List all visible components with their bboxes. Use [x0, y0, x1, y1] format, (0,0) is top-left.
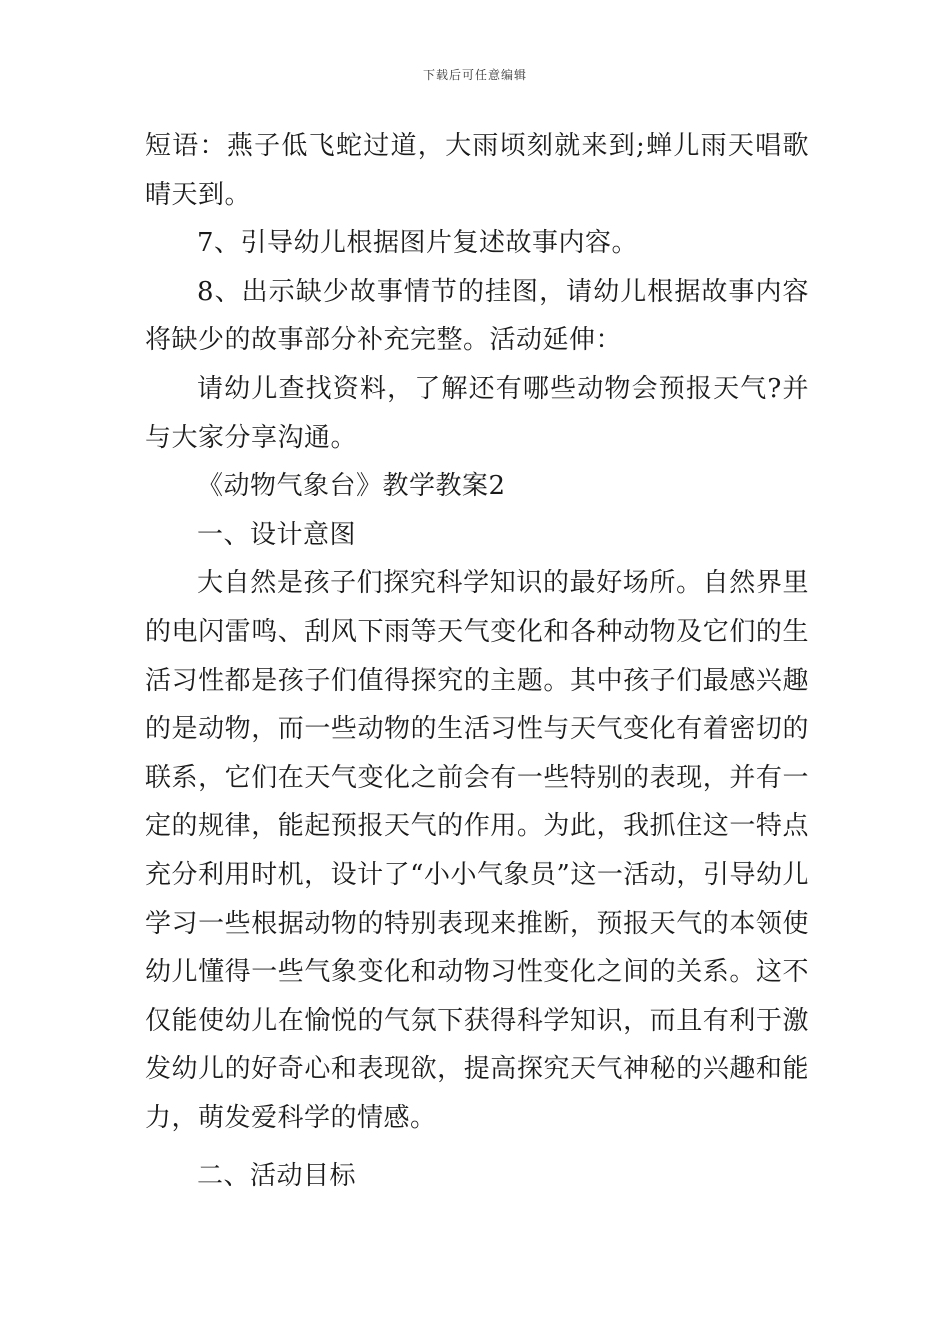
document-body	[145, 122, 809, 1201]
heading-design-intent: 一、设计意图	[197, 519, 357, 550]
page-header-note: 下载后可任意编辑	[422, 68, 527, 82]
section-title: 《动物气象台》教学教案2	[197, 471, 506, 502]
paragraph-phrase: 短语：燕子低飞蛇过道，大雨顷刻就来到;蝉儿雨天唱歌晴天到。	[145, 131, 809, 210]
paragraph-step-7: 7、引导幼儿根据图片复述故事内容。	[197, 228, 639, 259]
paragraph-extension: 请幼儿查找资料，了解还有哪些动物会预报天气?并与大家分享沟通。	[145, 373, 809, 453]
paragraph-step-8: 8、出示缺少故事情节的挂图，请幼儿根据故事内容将缺少的故事部分补充完整。活动延伸：	[145, 276, 809, 356]
paragraph-design-intent: 大自然是孩子们探究科学知识的最好场所。自然界里的电闪雷鸣、刮风下雨等天气变化和各种动物及它们的生活习性都是孩子们值得探究的主题。其中孩子们最感兴趣的是动物，而一些动物的生活习性与天气变化有着密切的联系，它们在天气变化之前会有一些特别的表现，并有一定的规律，能起预报天气的作用。为此，我抓住这一特点充分利用时机，设计了“小小气象员”这一活动，引导幼儿学习一些根据动物的特别表现来推断，预报天气的本领使幼儿懂得一些气象变化和动物习性变化之间的关系。这不仅能使幼儿在愉悦的气氛下获得科学知识，而且有利于激发幼儿的好奇心和表现欲，提高探究天气神秘的兴趣和能力，萌发爱科学的情感。	[145, 568, 809, 1133]
heading-activity-goals: 二、活动目标	[197, 1161, 357, 1192]
